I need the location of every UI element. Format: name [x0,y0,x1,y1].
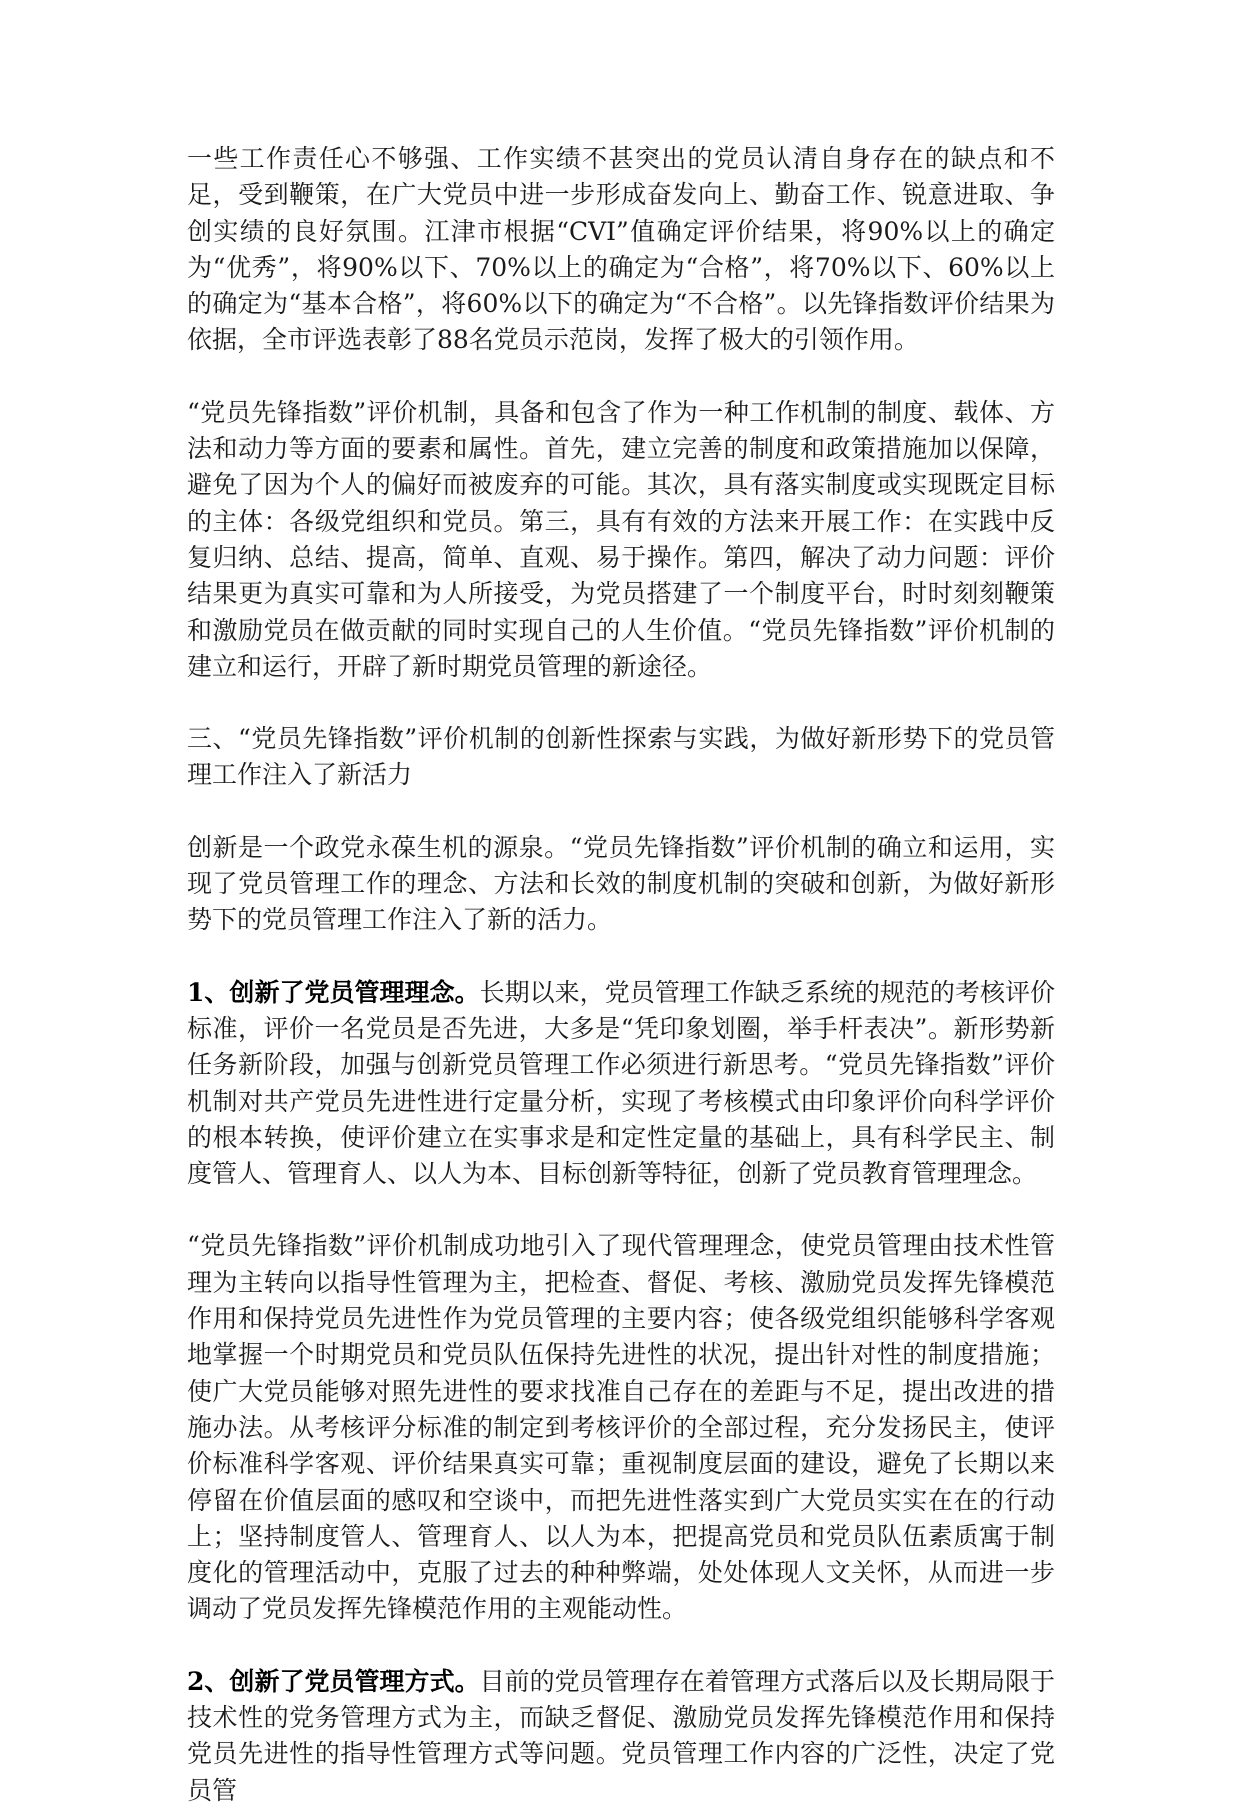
paragraph-cvi-evaluation: 一些工作责任心不够强、工作实绩不甚突出的党员认清自身存在的缺点和不足，受到鞭策，在广大党员中进一步形成奋发向上、勤奋工作、锐意进取、争创实绩的良好氛围。江津市根据“CVI”值确定评价结果，将90%以上的确定为“优秀”，将90%以下、70%以上的确定为“合格”，将70%以下、60%以上的确定为“基本合格”，将60%以下的确定为“不合格”。以先锋指数评价结果为依据，全市评选表彰了88名党员示范岗，发挥了极大的引领作用。 [187,144,1055,355]
paragraph-mechanism-elements: “党员先锋指数”评价机制，具备和包含了作为一种工作机制的制度、载体、方法和动力等方面的要素和属性。首先，建立完善的制度和政策措施加以保障，避免了因为个人的偏好而被废弃的可能。其次，具有落实制度或实现既定目标的主体：各级党组织和党员。第三，具有有效的方法来开展工作：在实践中反复归纳、总结、提高，简单、直观、易于操作。第四，解决了动力问题：评价结果更为真实可靠和为人所接受，为党员搭建了一个制度平台，时时刻刻鞭策和激励党员在做贡献的同时实现自己的人生价值。“党员先锋指数”评价机制的建立和运行，开辟了新时期党员管理的新途径。 [187,397,1055,681]
paragraph-gap [187,359,1055,395]
paragraph-gap [187,794,1055,830]
paragraph-gap [187,1628,1055,1664]
subheading-management-method: 2、创新了党员管理方式。 [187,1666,480,1696]
paragraph-gap [187,939,1055,975]
paragraph-body: 目前的党员管理存在着管理方式落后以及长期局限于技术性的党务管理方式为主，而缺乏督促、激励党员发挥先锋模范作用和保持党员先进性的指导性管理方式等问题。党员管理工作内容的广泛性，决定了党员管 [187,1666,1055,1805]
subheading-management-concept: 1、创新了党员管理理念。 [187,977,480,1007]
paragraph-management-concept [187,975,1055,1193]
document-page [187,141,1055,1809]
paragraph-body: 长期以来，党员管理工作缺乏系统的规范的考核评价标准，评价一名党员是否先进，大多是“凭印象划圈，举手杆表决”。新形势新任务新阶段，加强与创新党员管理工作必须进行新思考。“党员先锋指数”评价机制对共产党员先进性进行定量分析，实现了考核模式由印象评价向科学评价的根本转换，使评价建立在实事求是和定性定量的基础上，具有科学民主、制度管人、管理育人、以人为本、目标创新等特征，创新了党员教育管理理念。 [187,977,1055,1189]
paragraph-innovation-intro: 创新是一个政党永葆生机的源泉。“党员先锋指数”评价机制的确立和运用，实现了党员管理工作的理念、方法和长效的制度机制的突破和创新，为做好新形势下的党员管理工作注入了新的活力。 [187,832,1055,935]
paragraph-gap [187,685,1055,721]
paragraph-modern-management: “党员先锋指数”评价机制成功地引入了现代管理理念，使党员管理由技术性管理为主转向以指导性管理为主，把检查、督促、考核、激励党员发挥先锋模范作用和保持党员先进性作为党员管理的主要内容；使各级党组织能够科学客观地掌握一个时期党员和党员队伍保持先进性的状况，提出针对性的制度措施；使广大党员能够对照先进性的要求找准自己存在的差距与不足，提出改进的措施办法。从考核评分标准的制定到考核评价的全部过程，充分发扬民主，使评价标准科学客观、评价结果真实可靠；重视制度层面的建设，避免了长期以来停留在价值层面的感叹和空谈中，而把先进性落实到广大党员实实在在的行动上；坚持制度管人、管理育人、以人为本，把提高党员和党员队伍素质寓于制度化的管理活动中，克服了过去的种种弊端，处处体现人文关怀，从而进一步调动了党员发挥先锋模范作用的主观能动性。 [187,1231,1055,1624]
paragraph-management-method [187,1664,1055,1809]
paragraph-gap [187,1192,1055,1228]
section-heading-three: 三、“党员先锋指数”评价机制的创新性探索与实践，为做好新形势下的党员管理工作注入了新活力 [187,724,1055,790]
